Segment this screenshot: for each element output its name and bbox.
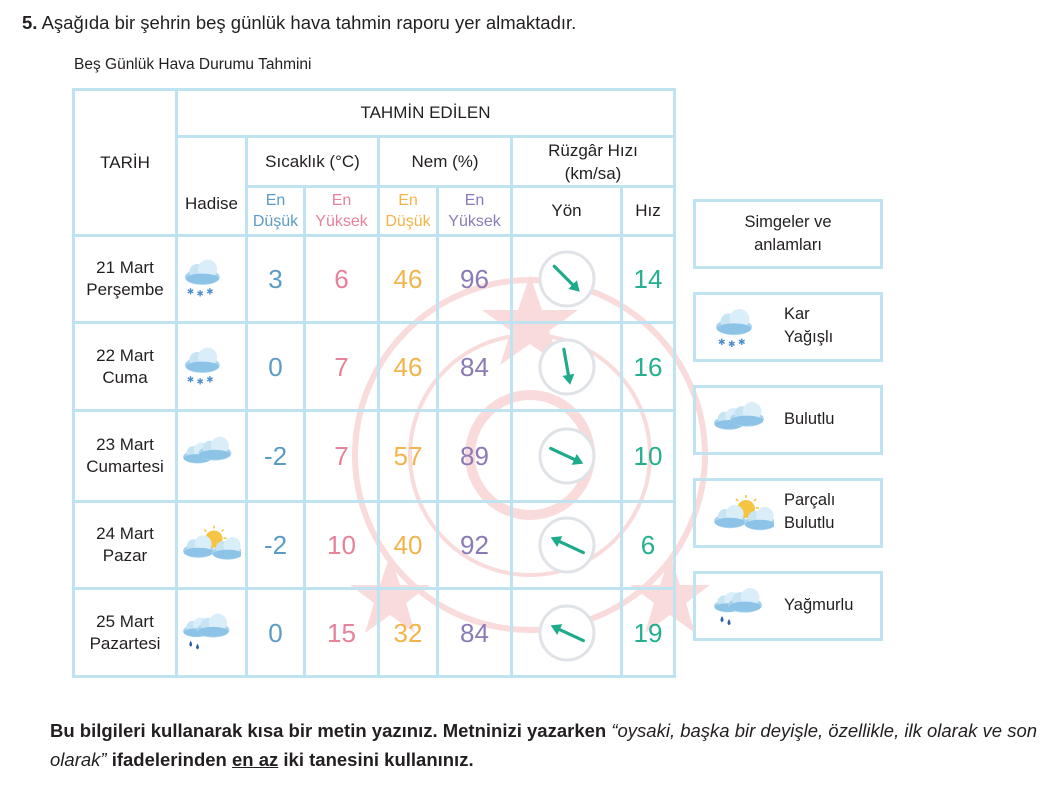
wind-direction-arrow-icon [510,500,623,590]
header-date: TARİH [72,88,178,237]
svg-text:✱: ✱ [186,287,194,298]
cell-wind-speed: 16 [620,321,676,412]
header-temp-high: En Yüksek [303,185,380,237]
legend-label: Bulutlu [784,410,835,428]
legend-item [693,292,883,362]
cloud-icon [714,402,774,442]
question-body: Aşağıda bir şehrin beş günlük hava tahmin raporu yer almaktadır. [41,12,577,33]
header-temperature: Sıcaklık (°C) [245,135,380,188]
cell-hum-low: 57 [377,409,439,503]
cell-wind-speed: 19 [620,587,676,678]
cell-wind-speed: 10 [620,409,676,503]
partly-cloudy-icon [714,495,774,535]
date-weekday: Pazar [102,546,148,565]
cell-temp-high: 7 [303,321,380,412]
wind-direction-arrow-icon [510,409,623,503]
svg-text:✱: ✱ [728,340,736,349]
header-speed: Hız [620,185,676,237]
date-day: 23 Mart [96,435,154,454]
cloud-icon [175,409,248,503]
legend-item [693,571,883,641]
date-weekday: Cumartesi [86,457,164,476]
cell-temp-low: 0 [245,321,306,412]
snow-cloud-icon [714,309,774,349]
legend-title: Simgeler ve anlamları [693,199,883,269]
legend-item [693,385,883,455]
question-text [22,12,576,34]
instructions-text: Bu bilgileri kullanarak kısa bir metin yazınız. Metninizi yazarken “oysaki, başka bir deyişle, özellikle, ilk olarak ve son olarak” ifadelerinden en az iki tanesini kullanınız. [50,720,1038,770]
wind-direction-arrow-icon [510,321,623,412]
row-date [72,409,178,503]
svg-text:✱: ✱ [205,374,213,385]
header-hum-low: En Düşük [377,185,439,237]
legend-label: Kar Yağışlı [784,305,834,346]
rain-cloud-icon [175,587,248,678]
date-weekday: Perşembe [86,280,164,299]
wind-direction-arrow-icon [510,587,623,678]
header-predicted: TAHMİN EDİLEN [175,88,676,138]
cell-temp-low: 3 [245,234,306,324]
date-day: 24 Mart [96,524,154,543]
header-hum-high: En Yüksek [436,185,513,237]
cell-hum-low: 46 [377,234,439,324]
snow-cloud-icon [175,234,248,324]
svg-text:✱: ✱ [738,338,746,348]
cell-hum-low: 40 [377,500,439,590]
wind-direction-arrow-icon [510,234,623,324]
cell-temp-low: 0 [245,587,306,678]
rain-cloud-icon [714,588,774,628]
cell-hum-high: 84 [436,587,513,678]
cell-hum-low: 46 [377,321,439,412]
cell-wind-speed: 14 [620,234,676,324]
question-number: 5. [22,12,38,33]
legend-label: Yağmurlu [784,596,854,614]
row-date [72,500,178,590]
cell-hum-low: 32 [377,587,439,678]
cell-hum-high: 89 [436,409,513,503]
emphasis-en-az: en az [231,749,279,770]
cell-temp-low: -2 [245,500,306,590]
table-caption: Beş Günlük Hava Durumu Tahmini [74,56,312,73]
svg-text:✱: ✱ [196,289,204,299]
header-event: Hadise [175,135,248,237]
date-day: 21 Mart [96,258,154,277]
header-humidity: Nem (%) [377,135,513,188]
header-temp-low: En Düşük [245,185,306,237]
cell-temp-high: 10 [303,500,380,590]
legend-item [693,478,883,548]
cell-hum-high: 84 [436,321,513,412]
row-date [72,321,178,412]
snow-cloud-icon [175,321,248,412]
legend-label: Parçalı Bulutlu [784,491,836,532]
cell-hum-high: 92 [436,500,513,590]
date-weekday: Pazartesi [89,633,161,653]
date-weekday: Cuma [102,367,148,387]
cell-temp-high: 6 [303,234,380,324]
partly-cloudy-icon [175,500,248,590]
date-day: 22 Mart [96,345,154,365]
row-date [72,234,178,324]
header-direction: Yön [510,185,623,237]
header-wind: Rüzgâr Hızı (km/sa) [510,135,676,188]
date-day: 25 Mart [96,611,154,631]
svg-text:✱: ✱ [205,287,213,298]
cell-temp-high: 15 [303,587,380,678]
cell-hum-high: 96 [436,234,513,324]
row-date [72,587,178,678]
cell-wind-speed: 6 [620,500,676,590]
svg-text:✱: ✱ [718,338,726,348]
cell-temp-high: 7 [303,409,380,503]
svg-text:✱: ✱ [196,376,204,387]
svg-text:✱: ✱ [186,374,194,385]
cell-temp-low: -2 [245,409,306,503]
